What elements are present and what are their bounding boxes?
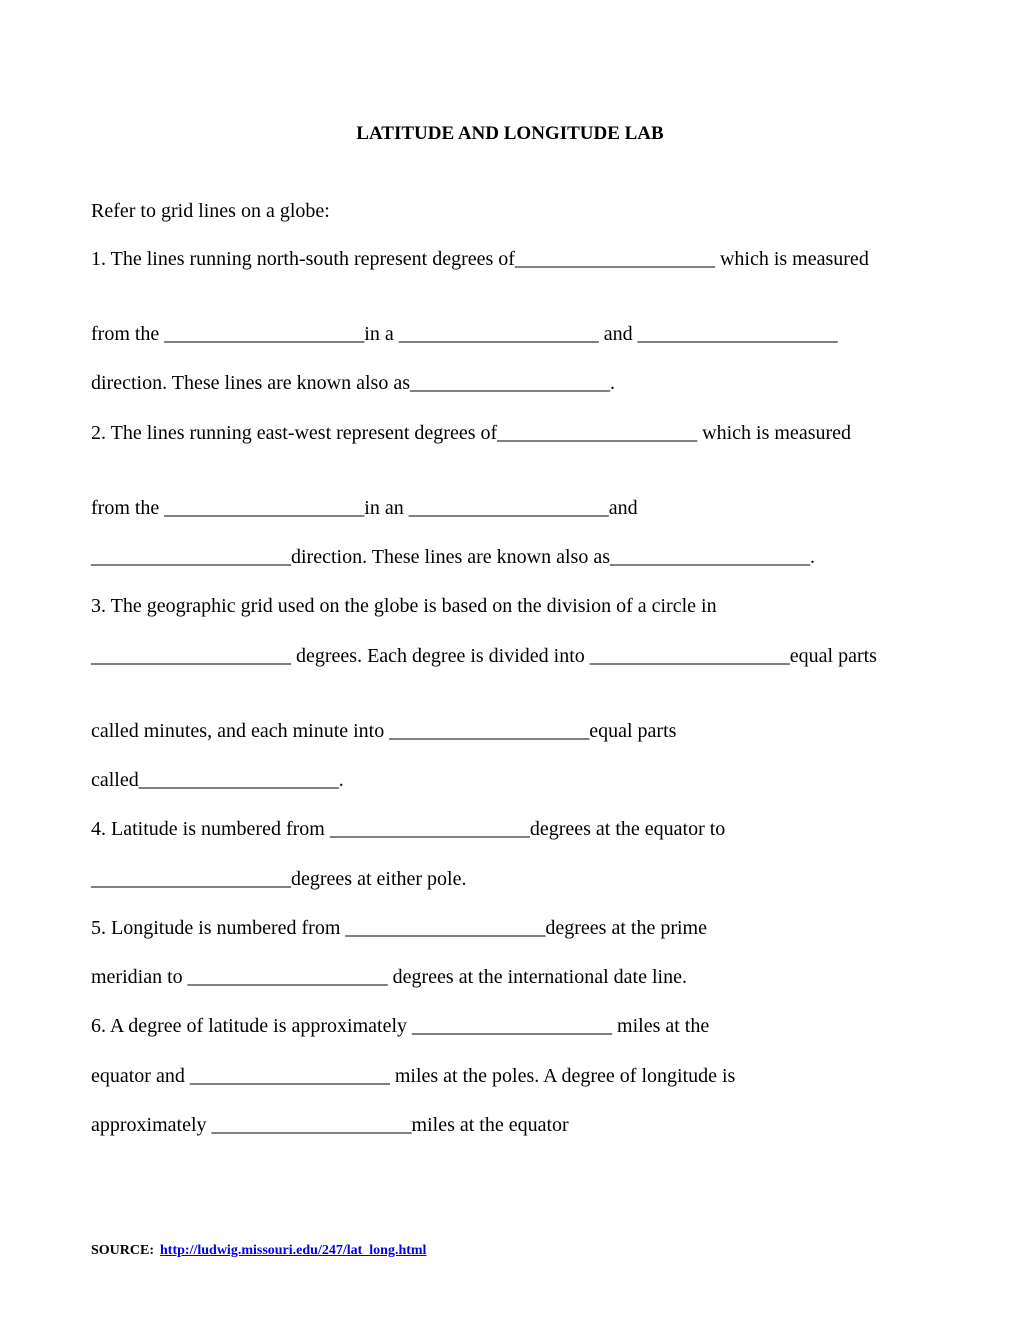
intro-text: Refer to grid lines on a globe: bbox=[91, 200, 330, 222]
question-1-line-3: direction. These lines are known also as____________________. bbox=[91, 372, 615, 394]
question-4-line-1: 4. Latitude is numbered from ____________________degrees at the equator to bbox=[91, 818, 726, 840]
question-1-line-2: from the ____________________in a ____________________ and ____________________ bbox=[91, 323, 838, 345]
question-2-line-1: 2. The lines running east-west represent degrees of____________________ which is measured bbox=[91, 422, 852, 444]
question-5-line-2: meridian to ____________________ degrees at the international date line. bbox=[91, 966, 687, 988]
question-4-line-2: ____________________degrees at either pole. bbox=[91, 868, 467, 890]
source-citation bbox=[91, 1243, 426, 1259]
source-label: SOURCE: bbox=[91, 1243, 155, 1258]
source-link[interactable]: http://ludwig.missouri.edu/247/lat_long.html bbox=[160, 1243, 427, 1258]
question-6-line-3: approximately ____________________miles at the equator bbox=[91, 1114, 569, 1136]
question-3-line-4: called____________________. bbox=[91, 769, 344, 791]
question-1-line-1: 1. The lines running north-south represent degrees of____________________ which is measured bbox=[91, 248, 869, 270]
question-3-line-2: ____________________ degrees. Each degree is divided into ____________________equal parts bbox=[91, 645, 877, 667]
question-3-line-3: called minutes, and each minute into ____________________equal parts bbox=[91, 720, 677, 742]
question-2-line-3: ____________________direction. These lines are known also as____________________. bbox=[91, 546, 815, 568]
page-title: LATITUDE AND LONGITUDE LAB bbox=[356, 123, 664, 144]
question-6-line-2: equator and ____________________ miles at the poles. A degree of longitude is bbox=[91, 1065, 736, 1087]
question-6-line-1: 6. A degree of latitude is approximately ____________________ miles at the bbox=[91, 1015, 710, 1037]
question-5-line-1: 5. Longitude is numbered from ____________________degrees at the prime bbox=[91, 917, 707, 939]
question-3-line-1: 3. The geographic grid used on the globe is based on the division of a circle in bbox=[91, 595, 717, 617]
question-2-line-2: from the ____________________in an ____________________and bbox=[91, 497, 638, 519]
